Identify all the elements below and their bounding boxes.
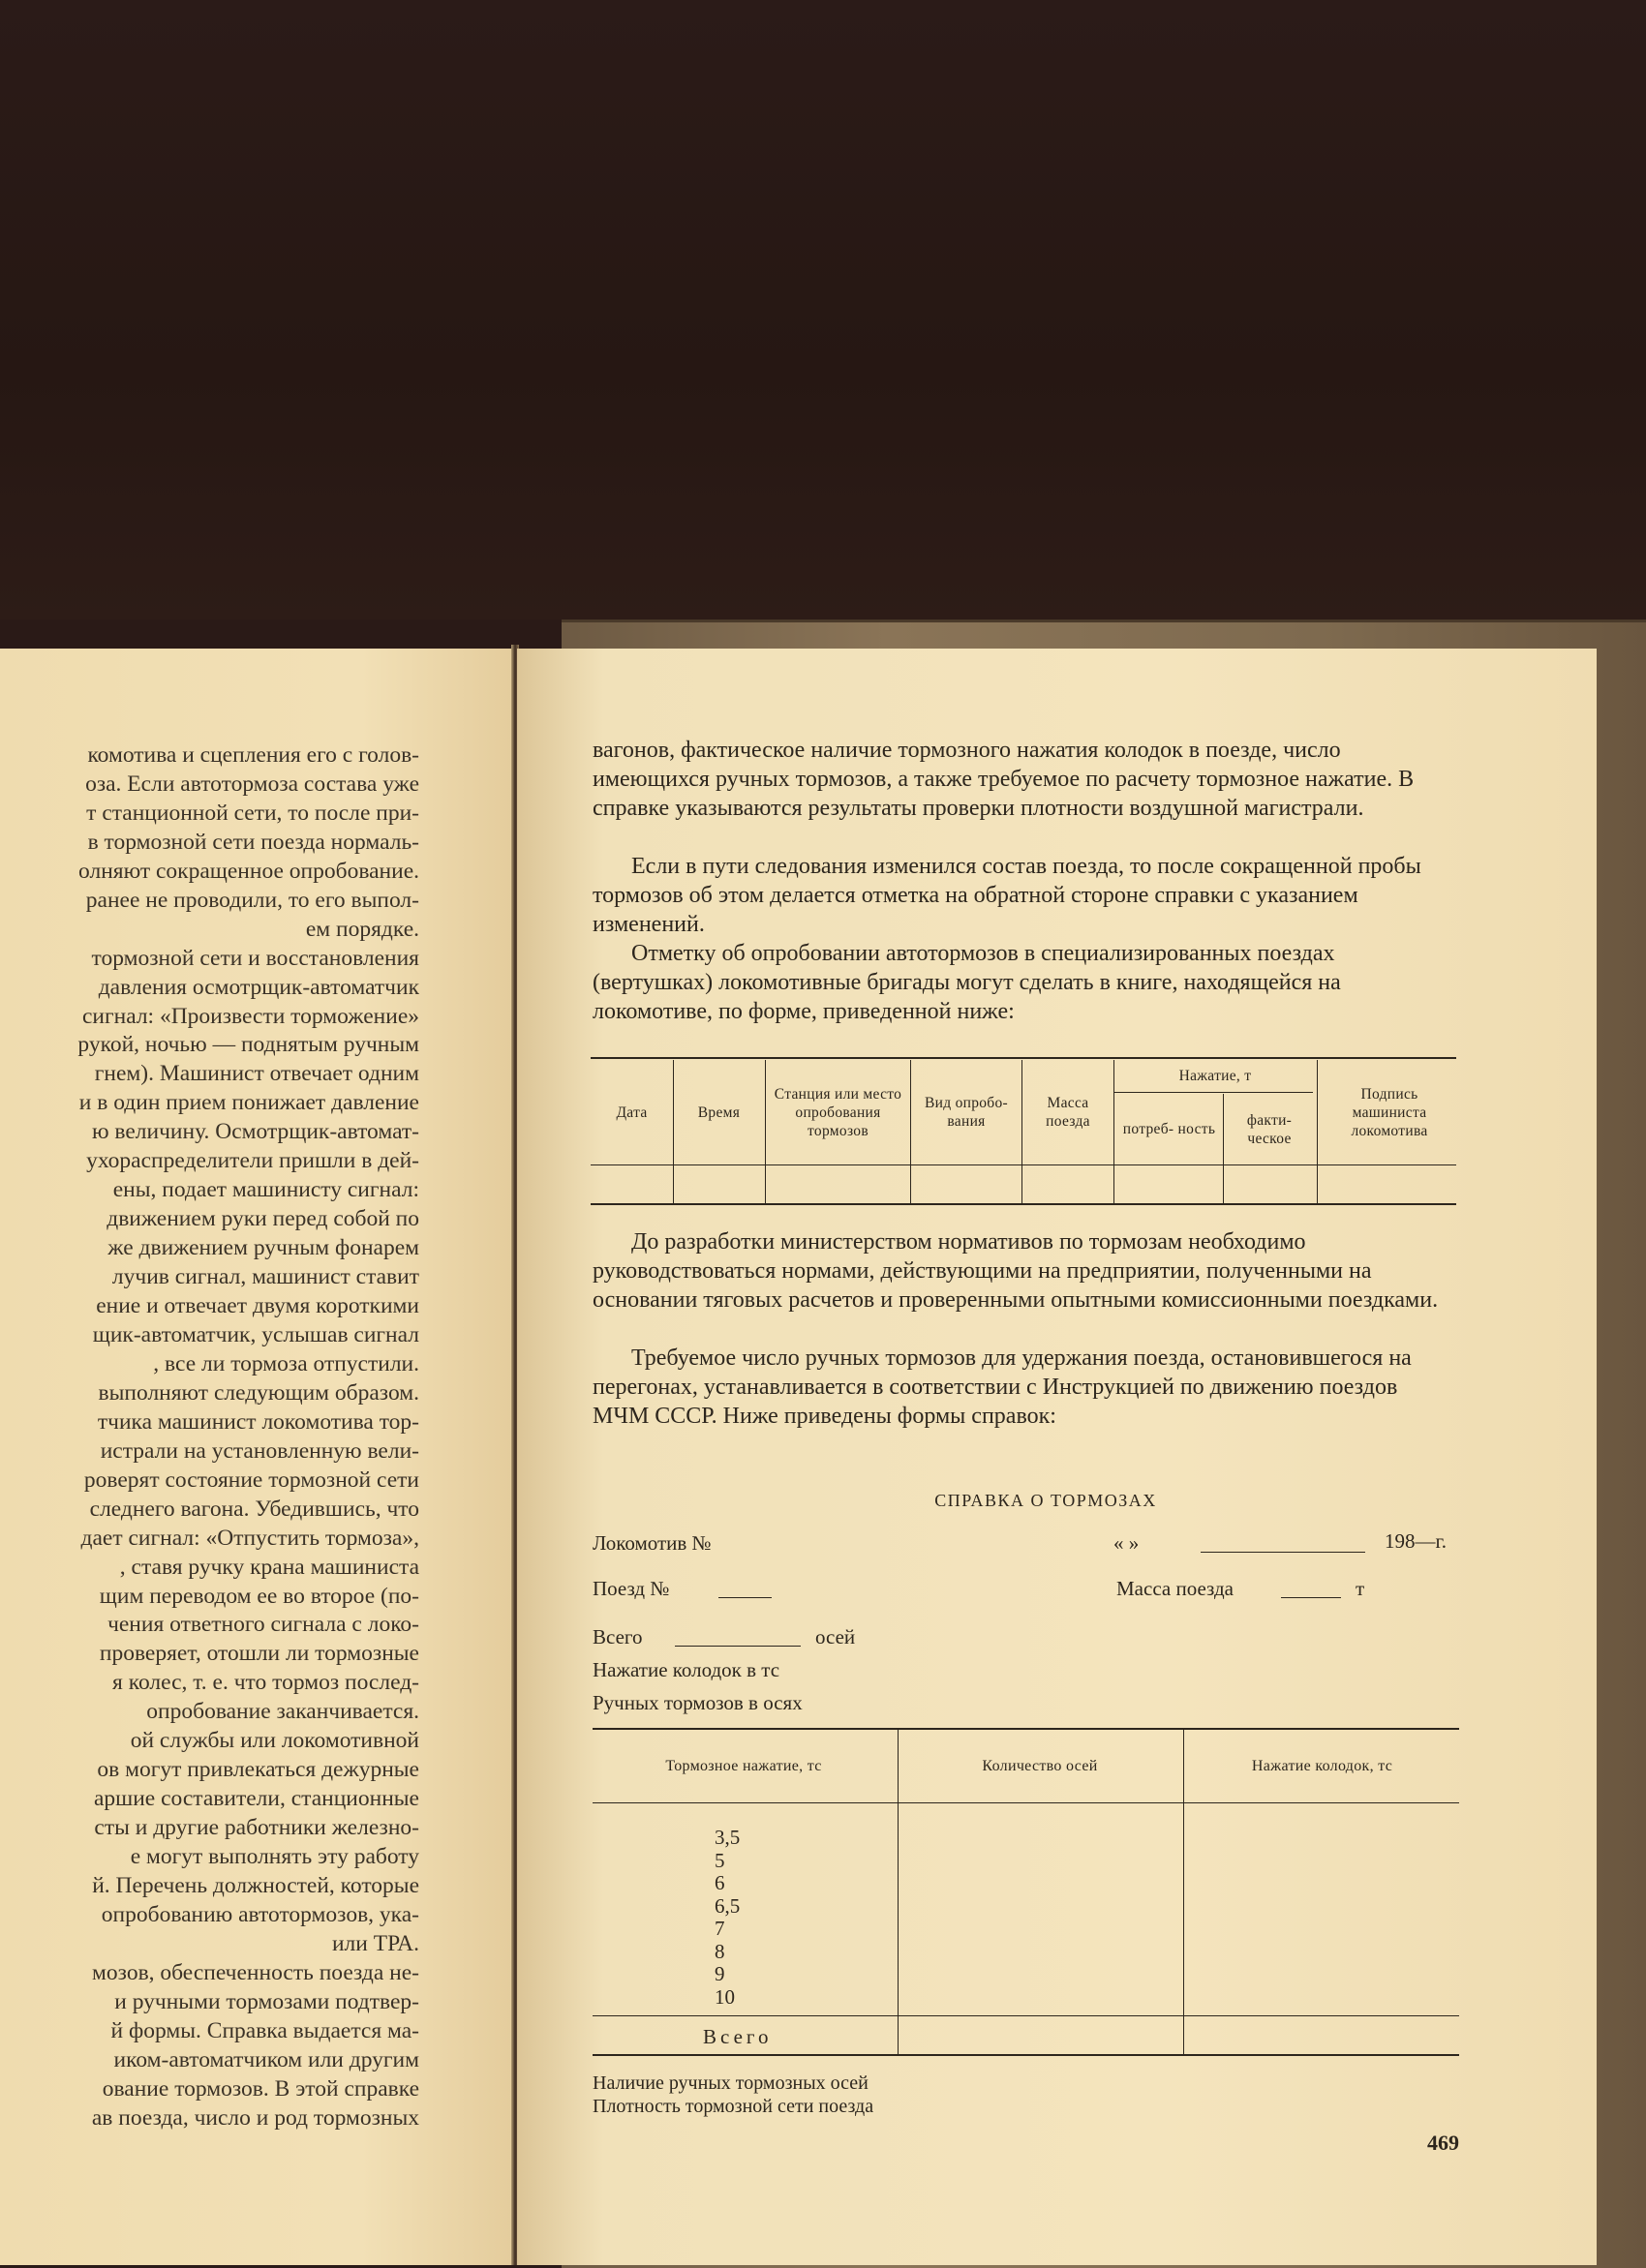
left-page-line: выполняют следующим образом. <box>98 1379 419 1406</box>
header-mass: Масса поезда <box>1046 1095 1090 1130</box>
left-page-line: й формы. Справка выдается ма- <box>110 2017 419 2043</box>
left-page-line: оза. Если автотормоза состава уже <box>85 771 419 797</box>
left-page-line: тормозной сети и восстановления <box>91 945 419 971</box>
left-page-line: или ТРА. <box>331 1930 419 1956</box>
header-date: Дата <box>616 1104 648 1121</box>
brake-value: 6,5 <box>715 1893 741 1918</box>
header-brake-pressing: Тормозное нажатие, тс <box>665 1758 822 1774</box>
left-page-line: ение и отвечает двумя короткими <box>96 1293 419 1319</box>
left-page-line: рукой, ночью — поднятым ручным <box>77 1032 419 1058</box>
paragraph-3: Отметку об опробовании автотормозов в специализированных поездах (вертушках) локомотивные бригады могут сделать в книге, находящейся на локомотиве, по форме, приведенной ниже: <box>593 941 1341 1024</box>
hand-brakes-label: Ручных тормозов в осях <box>593 1691 803 1714</box>
left-page-line: гнем). Машинист отвечает одним <box>94 1061 419 1087</box>
left-page-line: ав поезда, число и род тормозных <box>91 2104 419 2131</box>
left-page-line: же движением ручным фонарем <box>107 1235 419 1261</box>
dark-background <box>0 0 1646 620</box>
left-page-line: ранее не проводили, то его выпол- <box>85 887 419 913</box>
header-type: Вид опробо- вания <box>924 1095 1009 1130</box>
total-label: Всего <box>593 1625 643 1648</box>
mass-label: Масса поезда <box>1116 1577 1234 1600</box>
header-station: Станция или место опробования тормозов <box>774 1085 902 1139</box>
left-page-line: истрали на установленную вели- <box>100 1437 419 1464</box>
left-page-line: чения ответного сигнала с локо- <box>107 1612 419 1638</box>
left-page-line: щик-автоматчик, услышав сигнал <box>92 1321 419 1347</box>
brake-value: 5 <box>715 1848 725 1872</box>
left-page-line: щим переводом ее во второе (по- <box>99 1583 419 1609</box>
ton-label: т <box>1356 1577 1365 1600</box>
brake-value: 8 <box>715 1939 725 1963</box>
brake-value: 3,5 <box>715 1826 741 1849</box>
left-page-line: комотива и сцепления его с голов- <box>87 742 419 768</box>
train-label: Поезд № <box>593 1577 670 1600</box>
paragraph-4: До разработки министерством нормативов по тормозам необходимо руководствоваться нормами, действующими на предприятии, полученными на основании тяговых расчетов и проверенными опытными комиссионными поездками. <box>593 1229 1439 1313</box>
header-pressing: Нажатие, т <box>1178 1068 1252 1084</box>
left-page-line: ухораспределители пришли в дей- <box>86 1148 419 1174</box>
left-page-line: й. Перечень должностей, которые <box>92 1873 419 1898</box>
form-title: СПРАВКА О ТОРМОЗАХ <box>934 1491 1157 1510</box>
left-page-line: давления осмотрщик-автоматчик <box>98 974 419 1000</box>
left-page-line: лучив сигнал, машинист ставит <box>111 1264 419 1290</box>
left-page-line: дает сигнал: «Отпустить тормоза», <box>80 1525 419 1551</box>
header-actual: факти- ческое <box>1246 1111 1293 1147</box>
left-page-line: движением руки перед собой по <box>107 1206 419 1232</box>
left-page-line: иком-автоматчиком или другим <box>113 2046 419 2072</box>
header-time: Время <box>697 1104 741 1121</box>
date-quote: « » <box>1113 1531 1140 1555</box>
left-page-line: следнего вагона. Убедившись, что <box>89 1496 419 1522</box>
shoe-pressing-label: Нажатие колодок в тс <box>593 1658 780 1681</box>
brake-value: 6 <box>715 1871 725 1894</box>
left-page-line: ем порядке. <box>305 916 419 942</box>
left-page-line: ены, подает машинисту сигнал: <box>112 1177 419 1203</box>
left-page <box>0 649 515 2265</box>
footer-hand-axles: Наличие ручных тормозных осей <box>593 2072 869 2094</box>
left-page-line: и ручными тормозами подтвер- <box>114 1988 419 2014</box>
left-page-line: ой службы или локомотивной <box>130 1728 419 1754</box>
brake-value: 7 <box>715 1917 725 1940</box>
left-page-line: опробование заканчивается. <box>146 1699 419 1725</box>
left-page-line: е могут выполнять эту работу <box>130 1844 419 1870</box>
left-page-line: в тормозной сети поезда нормаль- <box>87 829 419 855</box>
year-label: 198—г. <box>1385 1529 1447 1553</box>
left-page-line: , все ли тормоза отпустили. <box>153 1350 419 1376</box>
footer-density: Плотность тормозной сети поезда <box>593 2096 874 2117</box>
axles-label: осей <box>815 1625 856 1648</box>
header-required: потреб- ность <box>1122 1121 1216 1137</box>
left-page-line: ю величину. Осмотрщик-автомат- <box>91 1119 419 1145</box>
header-axle-count: Количество осей <box>982 1758 1098 1774</box>
left-page-line: роверят состояние тормозной сети <box>83 1467 419 1493</box>
header-signature: Подпись машиниста локомотива <box>1351 1085 1428 1139</box>
left-page-line: опробованию автотормозов, ука- <box>101 1901 419 1927</box>
left-page-line: олняют сокращенное опробование. <box>78 858 419 884</box>
brake-values-list <box>715 1827 740 2009</box>
table-total-label: Всего <box>703 2025 773 2048</box>
locomotive-label: Локомотив № <box>593 1531 712 1555</box>
left-page-line: я колес, т. е. что тормоз послед- <box>112 1670 419 1696</box>
brake-value: 10 <box>715 1984 735 2009</box>
paragraph-1: вагонов, фактическое наличие тормозного нажатия колодок в поезде, число имеющихся ручных тормозов, а также требуемое по расчету тормозное нажатие. В справке указываются результаты проверки плотности воздушной магистрали. <box>593 738 1415 821</box>
left-page-line: сигнал: «Произвести торможение» <box>81 1003 419 1029</box>
left-page-line: ов могут привлекаться дежурные <box>97 1757 419 1783</box>
page-number: 469 <box>1427 2131 1459 2155</box>
left-page-line: тчика машинист локомотива тор- <box>97 1408 419 1435</box>
paragraph-5: Требуемое число ручных тормозов для удержания поезда, остановившегося на перегонах, устанавливается в соответствии с Инструкцией по движению поездов МЧМ СССР. Ниже приведены формы справок: <box>593 1346 1412 1429</box>
left-page-line: т станционной сети, то после при- <box>86 800 419 826</box>
paragraph-2: Если в пути следования изменился состав поезда, то после сокращенной пробы тормозов об этом делается отметка на обратной стороне справки с указанием изменений. <box>593 854 1421 937</box>
left-page-line: ование тормозов. В этой справке <box>102 2075 419 2102</box>
left-page-line: , ставя ручку крана машиниста <box>119 1554 419 1580</box>
left-page-line: проверяет, отошли ли тормозные <box>99 1641 419 1667</box>
left-page-line: мозов, обеспеченность поезда не- <box>92 1959 419 1985</box>
brake-value: 9 <box>715 1962 725 1985</box>
left-page-line: сты и другие работники железно- <box>94 1815 419 1841</box>
left-page-line: и в один прием понижает давление <box>78 1090 419 1116</box>
header-shoe-pressing: Нажатие колодок, тс <box>1251 1758 1393 1774</box>
left-page-line: аршие составители, станционные <box>93 1786 419 1812</box>
